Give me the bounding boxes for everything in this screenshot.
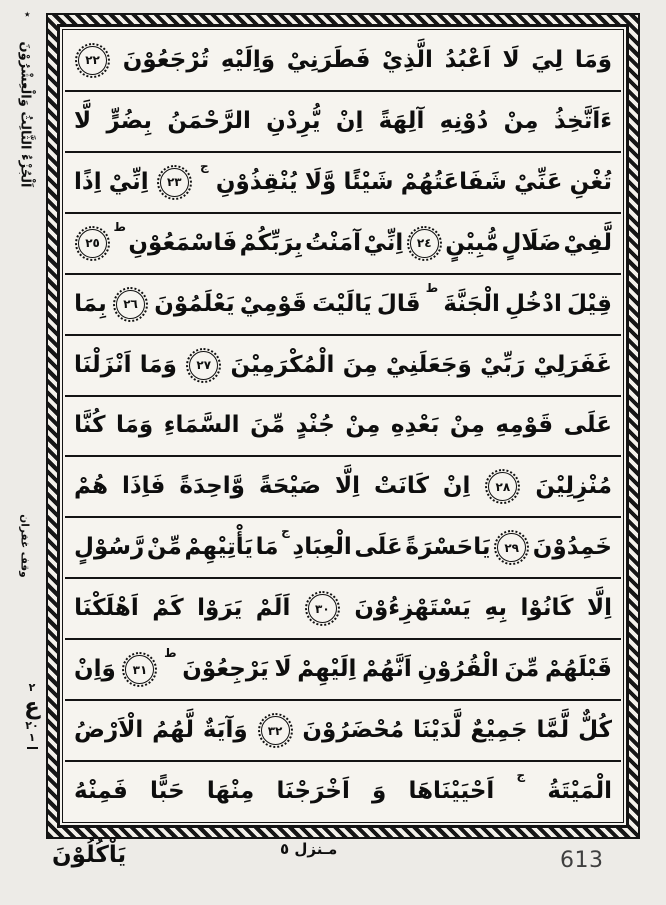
quran-line (65, 640, 621, 701)
page-number: 613 (560, 848, 604, 873)
quran-word: يَرَوْا (197, 595, 243, 622)
quran-word: اِلَيْهِمْ (297, 656, 357, 683)
quran-word: ضَلَالٍ (501, 229, 562, 256)
quran-word: آمَنْتُ (305, 229, 362, 256)
quran-word: لَا (502, 46, 520, 73)
quran-word: لَّدَيْنَا (413, 717, 462, 744)
quran-word: مُحْضَرُوْنَ (302, 717, 405, 744)
quran-word: يَالَيْتَ (312, 290, 372, 317)
manzil-label: مـنزل ٥ (280, 840, 338, 858)
quran-word: وَجَعَلَنِيْ (385, 351, 472, 378)
ayah-marker: ٢٤ (410, 229, 439, 258)
quran-line (65, 336, 621, 397)
waqf-mark: ج (200, 158, 209, 173)
quran-word: يَرْجِعُوْنَ (182, 656, 269, 683)
quran-word: بِمَا (74, 290, 107, 317)
quran-word: قَوْمِيْ (239, 290, 307, 317)
quran-word: السَّمَاءِ (163, 412, 240, 439)
quran-word: مَا (255, 534, 279, 561)
quran-word: اَنَّهُمْ (362, 656, 412, 683)
quran-word: يَاحَسْرَةً (405, 534, 491, 561)
quran-line (65, 153, 621, 214)
quran-word: كُلٌّ (578, 717, 612, 744)
quran-word: لَّهُمُ (152, 717, 194, 744)
quran-word: قَبْلَهُمْ (544, 656, 612, 683)
quran-word: خَمِدُوْنَ (532, 534, 612, 561)
quran-word: غَفَرَلِيْ (533, 351, 612, 378)
quran-word: كَانَتْ (373, 473, 429, 500)
quran-word: الْجَنَّةَ (443, 290, 500, 317)
margin-ornament-icon: ٭ (24, 7, 31, 21)
quran-line (65, 397, 621, 458)
quran-word: اِنْ (442, 473, 471, 500)
quran-word: الْقُرُوْنِ (417, 656, 499, 683)
quran-word: ءَاَتَّخِذُ (553, 107, 612, 134)
quran-word: اِنْ (335, 107, 364, 134)
waqf-mark: ط (425, 280, 439, 295)
quran-word: دُوْنِهِ (439, 107, 489, 134)
quran-word: مِنْ (503, 107, 539, 134)
quran-word: وَاِلَيْهِ (220, 46, 276, 73)
waqf-mark: ج (516, 768, 526, 783)
quran-word: لِيَ (531, 46, 564, 73)
quran-word: قَالَ (376, 290, 421, 317)
quran-word: وَمَا (574, 46, 612, 73)
quran-word: جَمِيْعٌ (470, 717, 528, 744)
quran-word: فَمِنْهُ (74, 778, 128, 805)
quran-word: رَّسُوْلٍ (74, 534, 145, 561)
quran-word: اِنِّيْ (108, 168, 149, 195)
page-frame (46, 13, 640, 839)
quran-word: ادْخُلِ (505, 290, 562, 317)
quran-word: اَهْلَكْنَا (74, 595, 139, 622)
quran-line (65, 275, 621, 336)
quran-word: وَّلَا (304, 168, 337, 195)
waqf-margin-note (8, 500, 42, 592)
quran-word: فَاِذَا (121, 473, 166, 500)
quran-line (65, 457, 621, 518)
quran-word: الْمَيْتَةُ (547, 778, 612, 805)
quran-word: يُّرِدْنِ (266, 107, 321, 134)
quran-word: مِّنَ (504, 656, 540, 683)
quran-word: بَعْدِهِ (390, 412, 440, 439)
quran-word: وَّاحِدَةً (179, 473, 245, 500)
quran-word: كُنَّا (74, 412, 106, 439)
quran-word: لَّا (74, 107, 92, 134)
quran-word: بِضُرٍّ (106, 107, 153, 134)
quran-word: شَيْئًا (343, 168, 394, 195)
quran-word: شَفَاعَتُهُمْ (400, 168, 507, 195)
ruku-number-in-surah: ٢ (28, 681, 36, 694)
quran-word: مِّنْ (146, 534, 182, 561)
quran-word: وَآيَةٌ (202, 717, 248, 744)
ruku-ayah-count: ٢٠ (25, 718, 39, 732)
quran-line (65, 701, 621, 762)
catchword: يَاْكُلُوْنَ (52, 842, 127, 868)
ayah-marker: ٢٧ (189, 351, 218, 380)
quran-word: مُّبِيْنٍ (445, 229, 499, 256)
quran-word: صَيْحَةً (258, 473, 322, 500)
quran-word: مِّنَ (250, 412, 286, 439)
quran-word: مُنْزِلِيْنَ (535, 473, 612, 500)
quran-word: عَلَى (354, 534, 403, 561)
quran-word: مِنْهَا (206, 778, 255, 805)
quran-word: فَطَرَنِيْ (286, 46, 371, 73)
ruku-number-in-juz: ١ (28, 731, 36, 745)
quran-word: تُرْجَعُوْنَ (122, 46, 210, 73)
quran-word: اِلَّا (334, 473, 360, 500)
quran-word: وَاِنْ (74, 656, 116, 683)
quran-word: جُنْدٍ (295, 412, 335, 439)
quran-word: اَحْيَيْنَاهَا (408, 778, 495, 805)
quran-word: مِنَ (342, 351, 378, 378)
waqf-mark: ط (113, 219, 126, 234)
quran-word: آلِهَةً (378, 107, 425, 134)
quran-line (65, 214, 621, 275)
quran-word: اِنِّيْ (363, 229, 404, 256)
quran-word: رَبِّيْ (480, 351, 526, 378)
ruku-ain-symbol: ع (24, 693, 40, 720)
quran-line (65, 31, 621, 92)
ayah-marker: ٢٦ (116, 290, 145, 319)
quran-word: لَا (274, 656, 292, 683)
quran-line (65, 762, 621, 821)
quran-word: تُغْنِ (569, 168, 612, 195)
quran-word: اِذًا (74, 168, 102, 195)
quran-word: فَاسْمَعُوْنِ (128, 229, 238, 256)
ayah-marker: ٢٣ (160, 168, 189, 197)
juz-label-text: اَلْجُزْءُ الثَّالِثُ وَالْعِشْرُوْنَ (17, 41, 33, 187)
quran-word: قَوْمِهِ (495, 412, 554, 439)
quran-text-block (57, 24, 629, 828)
quran-word: يَسْتَهْزِءُوْنَ (354, 595, 471, 622)
ayah-marker: ٢٢ (78, 46, 107, 75)
quran-word: الَّذِيْ (382, 46, 433, 73)
quran-word: وَمَا (116, 412, 154, 439)
ayah-marker: ٢٨ (488, 472, 517, 501)
waqf-mark: ج (281, 524, 290, 539)
quran-word: اَلَمْ (255, 595, 291, 622)
quran-word: كَانُوْا (520, 595, 574, 622)
quran-word: قِيْلَ (567, 290, 612, 317)
quran-word: اَنْزَلْنَا (74, 351, 132, 378)
quran-line (65, 579, 621, 640)
quran-word: عَنِّيْ (514, 168, 563, 195)
quran-word: الرَّحْمَنُ (167, 107, 251, 134)
quran-word: وَمَا (139, 351, 177, 378)
quran-line (65, 92, 621, 153)
quran-word: عَلَى (563, 412, 612, 439)
quran-word: اَعْبُدُ (444, 46, 491, 73)
quran-word: يُنْقِذُوْنِ (215, 168, 298, 195)
quran-word: مِنْ (449, 412, 485, 439)
quran-word: الْمُكْرَمِيْنَ (230, 351, 335, 378)
juz-margin-label (3, 24, 47, 204)
quran-word: الْعِبَادِ (292, 534, 352, 561)
quran-word: وَ (372, 778, 387, 805)
quran-word: اِلَّا (586, 595, 612, 622)
ayah-marker: ٣٠ (308, 594, 337, 623)
ayah-marker: ٣٢ (261, 716, 290, 745)
waqf-mark: ط (164, 646, 177, 661)
quran-word: لَّفِيْ (563, 229, 612, 256)
quran-word: الْاَرْضُ (74, 717, 144, 744)
ayah-marker: ٣١ (125, 655, 154, 684)
quran-word: لَّمَّا (536, 717, 570, 744)
quran-word: بِرَبِّكُمْ (239, 229, 303, 256)
quran-word: بِهِ (484, 595, 508, 622)
quran-word: يَأْتِيْهِمْ (184, 534, 253, 561)
quran-word: مِنْ (345, 412, 381, 439)
waqf-note-text: وقف غفران (19, 514, 32, 578)
quran-word: يَعْلَمُوْنَ (154, 290, 235, 317)
quran-word: كَمْ (152, 595, 184, 622)
quran-word: اَخْرَجْنَا (276, 778, 350, 805)
quran-word: هُمْ (74, 473, 109, 500)
ayah-marker: ٢٥ (78, 229, 107, 258)
quran-word: حَبًّا (150, 778, 185, 805)
ayah-marker: ٢٩ (497, 533, 526, 562)
quran-line (65, 518, 621, 579)
